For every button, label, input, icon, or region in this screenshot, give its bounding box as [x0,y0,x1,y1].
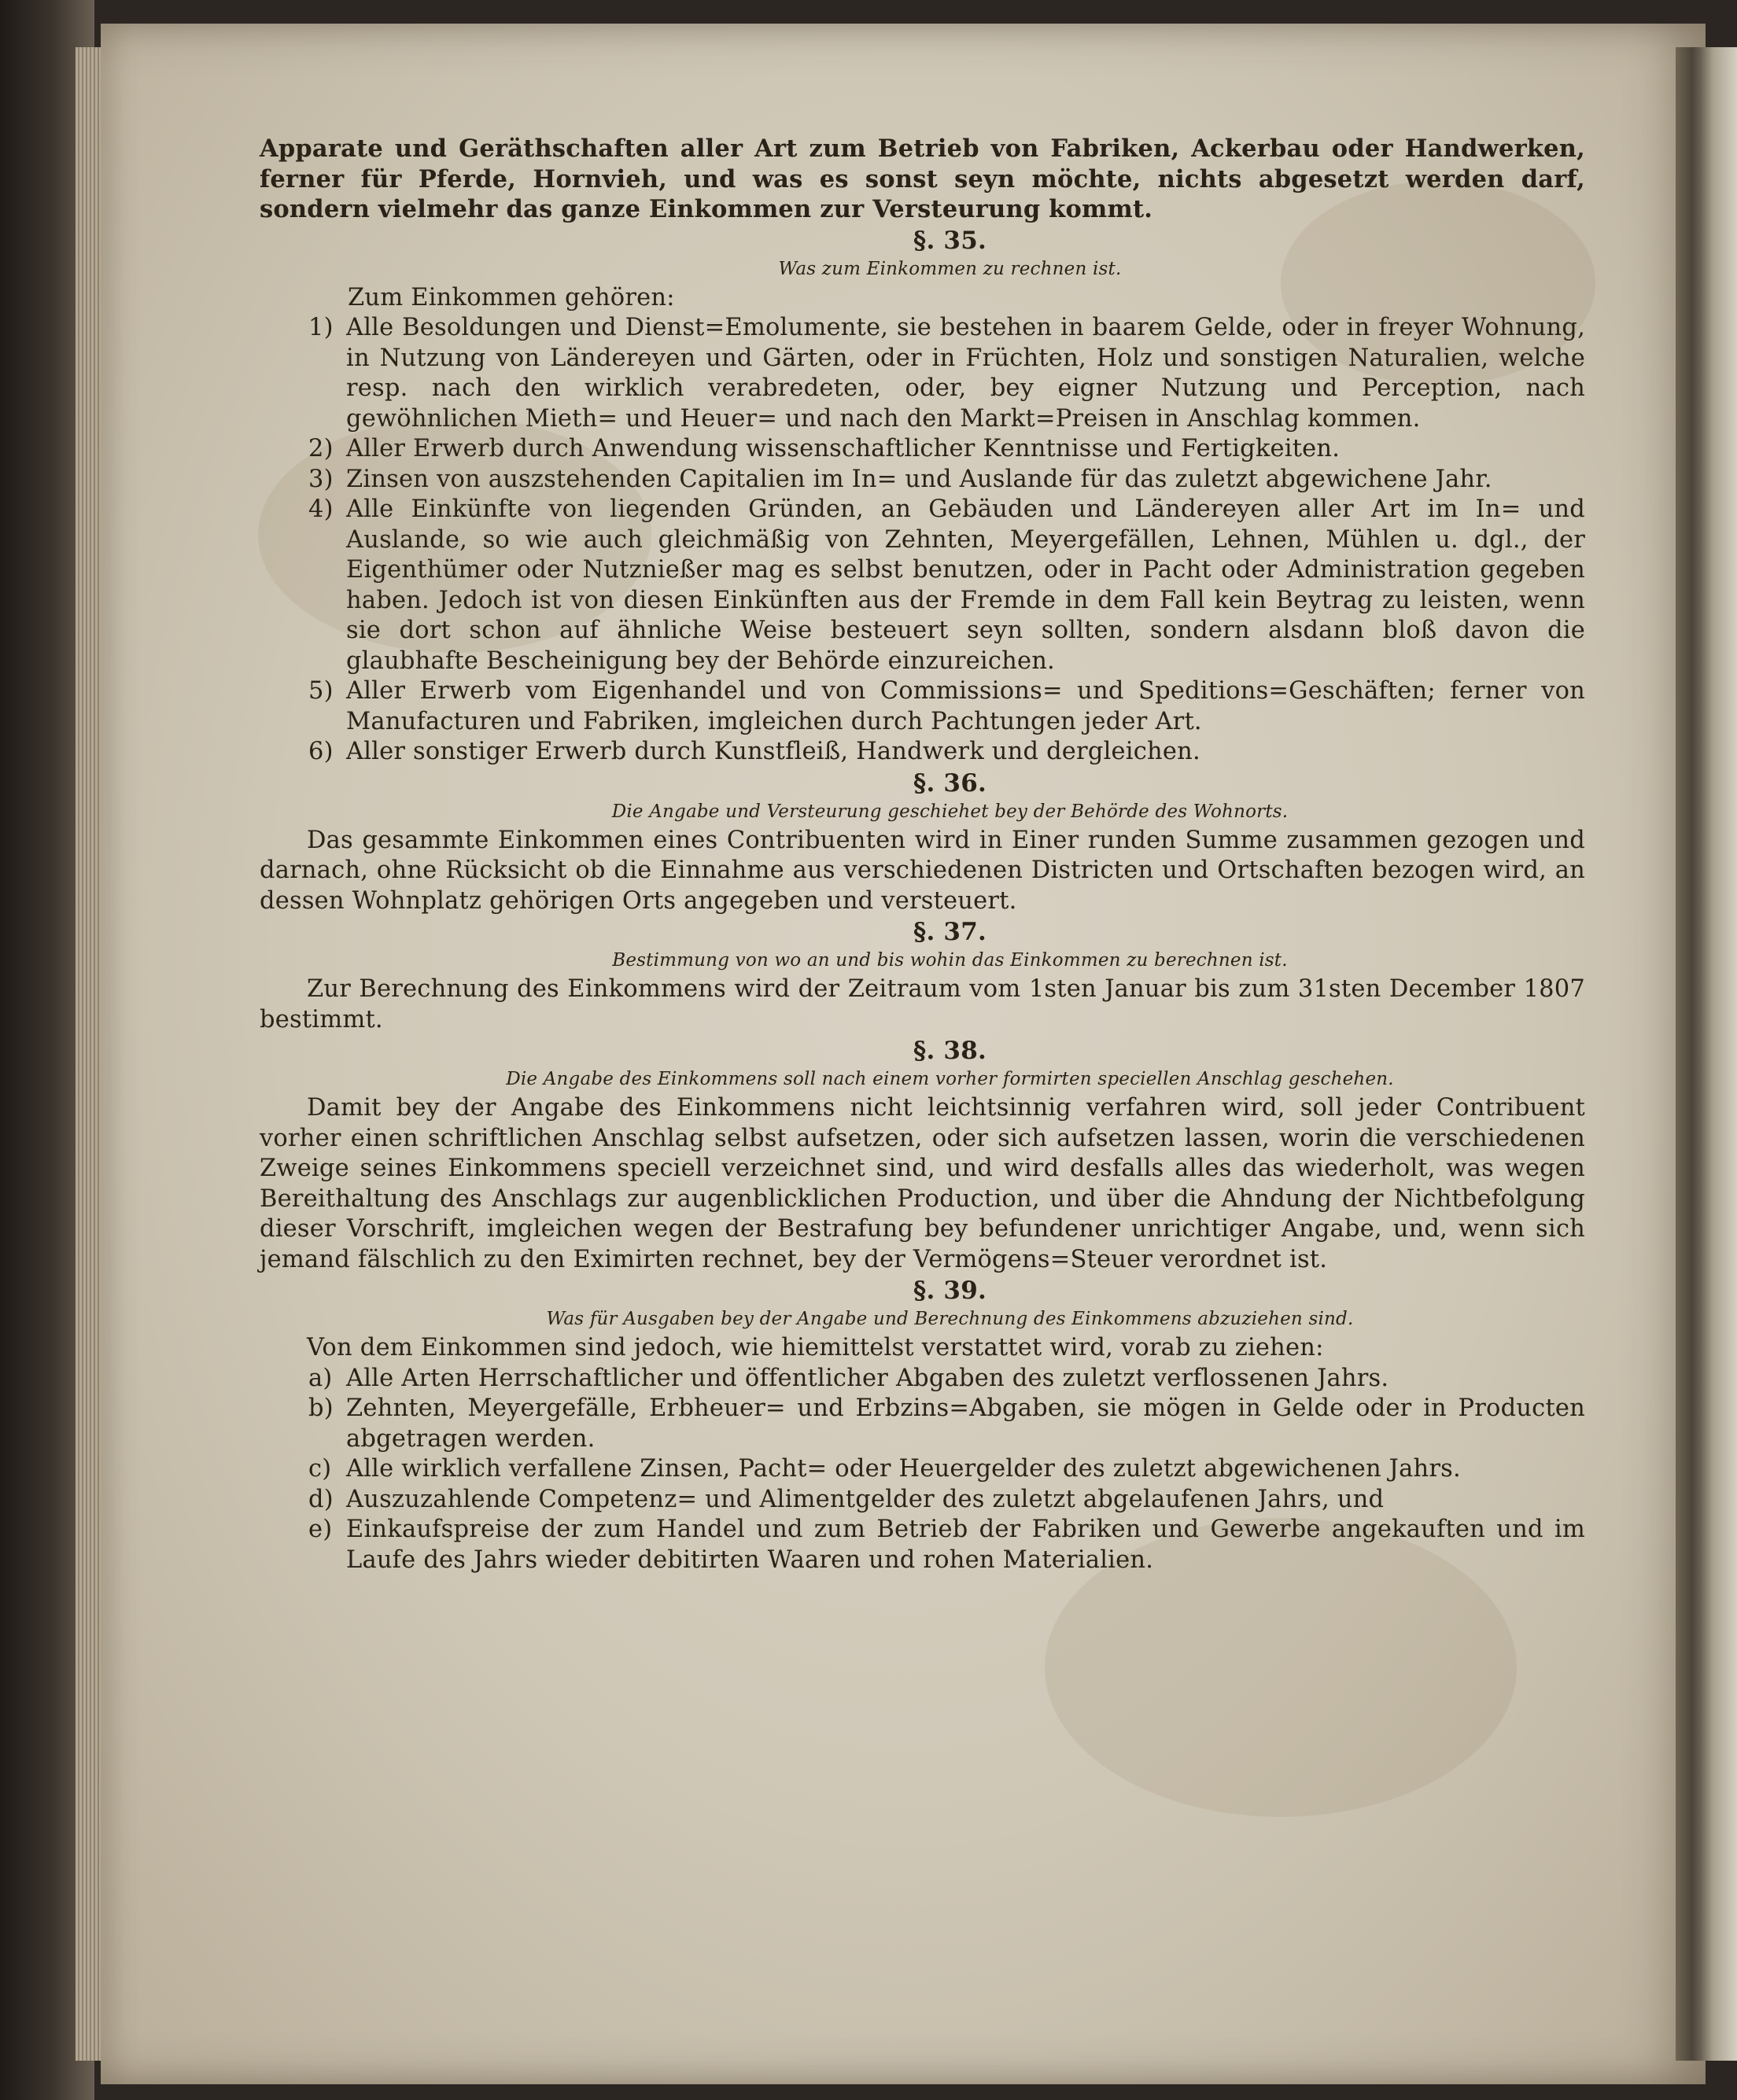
list-item: 6) Aller sonstiger Erwerb durch Kunstfleiß, Handwerk und dergleichen. [308,738,1200,765]
intro-paragraph: Apparate und Geräthschaften aller Art zum Betrieb von Fabriken, Ackerbau oder Handwerken, ferner für Pferde, Hornvieh, und was es sonst seyn möchte, nichts abgesetzt werden darf, sondern vielmehr das ganze Einkommen zur Versteurung kommt. [260,134,1585,223]
list-item: 3) Zinsen von auszstehenden Capitalien im In= und Auslande für das zuletzt abgewichene Jahr. [308,465,1492,493]
section-37-text: Zur Berechnung des Einkommens wird der Zeitraum vom 1sten Januar bis zum 31sten December 1807 bestimmt. [260,975,1585,1033]
section-38-text: Damit bey der Angabe des Einkommens nicht leichtsinnig verfahren wird, soll jeder Contribuent vorher einen schriftlichen Anschlag selbst aufsetzen, oder sich aufsetzen lassen, worin die verschiedenen Zweige seines Einkommens speciell verzeichnet sind, und wird desfalls alles das wiederholt, was wegen Bereithaltung des Anschlags zur augenblicklichen Production, und über die Ahndung der Nichtbefolgung dieser Vorschrift, imgleichen wegen der Bestrafung bey befundener unrichtiger Angabe, und, wenn sich jemand fälschlich zu den Eximirten rechnet, bey der Vermögens=Steuer verordnet ist. [260,1094,1585,1273]
section-35-mark: §. 35. [913,226,987,255]
section-39-title: Was für Ausgaben bey der Angabe und Berechnung des Einkommens abzuziehen sind. [546,1309,1354,1329]
section-36-mark: §. 36. [913,768,987,798]
section-38-title: Die Angabe des Einkommens soll nach einem vorher formirten speciellen Anschlag geschehen. [506,1069,1394,1089]
list-item: 2) Aller Erwerb durch Anwendung wissenschaftlicher Kenntnisse und Fertigkeiten. [308,435,1341,462]
section-39-mark: §. 39. [913,1277,987,1305]
next-page-edge [1691,47,1737,2061]
section-37-title: Bestimmung von wo an und bis wohin das Einkommen zu berechnen ist. [612,950,1288,971]
section-36-title: Die Angabe und Versteurung geschiehet bey der Behörde des Wohnorts. [611,801,1289,822]
list-item: 5) Aller Erwerb vom Eigenhandel und von Commissions= und Speditions=Geschäften; ferner von Manufacturen und Fabriken, imgleichen durch Pachtungen jeder Art. [308,677,1585,735]
list-item: c) Alle wirklich verfallene Zinsen, Pacht= oder Heuergelder des zuletzt abgewichenen Jahrs. [308,1455,1461,1483]
list-item: a) Alle Arten Herrschaftlicher und öffentlicher Abgaben des zuletzt verflossenen Jahrs. [308,1364,1389,1392]
page-text [260,134,1585,1575]
list-item: 1) Alle Besoldungen und Dienst=Emolumente, sie bestehen in baarem Gelde, oder in freyer Wohnung, in Nutzung von Ländereyen und Gärten, oder in Früchten, Holz und sonstigen Naturalien, welche resp. nach den wirklich verabredeten, oder, bey eigner Nutzung und Perception, nach gewöhnlichen Mieth= und Heuer= und nach den Markt=Preisen in Anschlag kommen. [308,314,1585,433]
section-37-mark: §. 37. [913,918,987,946]
section-35-title: Was zum Einkommen zu rechnen ist. [778,258,1122,279]
section-36-text: Das gesammte Einkommen eines Contribuenten wird in Einer runden Summe zusammen gezogen und darnach, ohne Rücksicht ob die Einnahme aus verschiedenen Districten und Ortschaften bezogen wird, an dessen Wohnplatz gehörigen Orts angegeben und versteuert. [260,826,1585,915]
list-item: b) Zehnten, Meyergefälle, Erbheuer= und Erbzins=Abgaben, sie mögen in Gelde oder in Producten abgetragen werden. [308,1394,1585,1453]
list-item: e) Einkaufspreise der zum Handel und zum Betrieb der Fabriken und Gewerbe angekauften und im Laufe des Jahrs wieder debitirten Waaren und rohen Materialien. [308,1516,1585,1574]
section-38-mark: §. 38. [913,1037,987,1065]
section-35-lead: Zum Einkommen gehören: [348,283,675,311]
list-item: 4) Alle Einkünfte von liegenden Gründen, an Gebäuden und Ländereyen aller Art im In= und Auslande, so wie auch gleichmäßig von Zehnten, Meyergefällen, Lehnen, Mühlen u. dgl., der Eigenthümer oder Nutznießer mag es selbst benutzen, oder in Pacht oder Administration gegeben haben. Jedoch ist von diesen Einkünften aus der Fremde in dem Fall kein Beytrag zu leisten, wenn sie dort schon auf ähnliche Weise besteuert seyn sollten, sondern alsdann bloß davon die glaubhafte Bescheinigung bey der Behörde einzureichen. [308,496,1585,675]
list-item: d) Auszuzahlende Competenz= und Alimentgelder des zuletzt abgelaufenen Jahrs, und [308,1485,1385,1513]
section-39-lead: Von dem Einkommen sind jedoch, wie hiemittelst verstattet wird, vorab zu ziehen: [307,1334,1324,1361]
